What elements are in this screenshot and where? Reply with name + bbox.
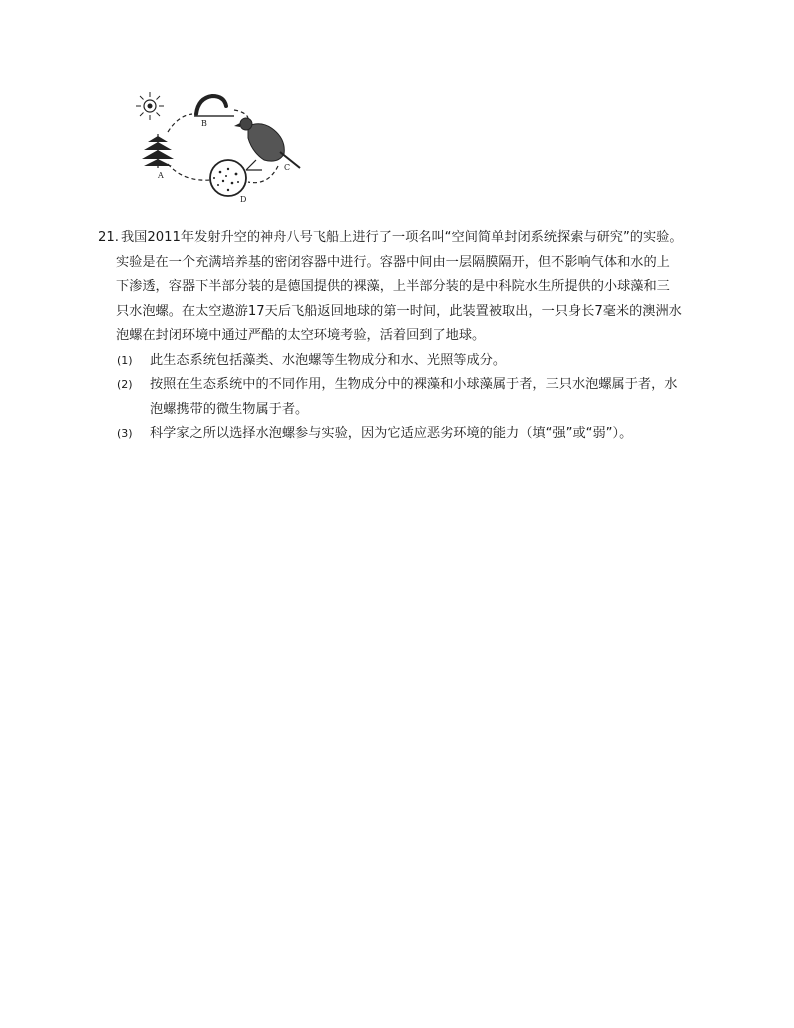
plant-icon [142, 134, 174, 168]
subquestion-1 [98, 349, 720, 374]
question-line: 实验是在一个充满培养基的密闭容器中进行。容器中间由一层隔膜隔开，但不影响气体和水的上 [116, 254, 670, 270]
label-b: B [201, 119, 207, 128]
subquestion-number: (3) [117, 427, 133, 440]
food-chain-figure [128, 86, 308, 206]
question-text: 我国2011年发射升空的神舟八号飞船上进行了一项名叫“空间简单封闭系统探索与研究”的实验。 [121, 230, 683, 245]
question-line: 泡螺在封闭环境中通过严酷的太空环境考验，活着回到了地球。 [116, 328, 486, 343]
question-number: 21. [98, 230, 119, 245]
subquestion-number: (1) [117, 353, 133, 367]
caterpillar-icon [194, 96, 234, 116]
label-c: C [284, 163, 291, 172]
subquestion-text: 按照在生态系统中的不同作用，生物成分中的裸藻和小球藻属于者，三只水泡螺属于者，水 [150, 377, 678, 392]
subquestion-text: 泡螺携带的微生物属于者。 [150, 401, 309, 417]
decomposer-dish-icon [210, 160, 246, 196]
sun-icon [136, 92, 164, 120]
subquestion-number: (2) [117, 378, 133, 391]
question-line: 下渗透，容器下半部分装的是德国提供的裸藻，上半部分装的是中科院水生所提供的小球藻和三 [116, 279, 670, 294]
question-line [98, 226, 720, 251]
question-line: 只水泡螺。在太空遨游17天后飞船返回地球的第一时间，此装置被取出，一只身长7毫米的澳洲水 [116, 303, 682, 319]
label-a: A [158, 171, 164, 180]
subquestion-text: 科学家之所以选择水泡螺参与实验，因为它适应恶劣环境的能力（填“强”或“弱”）。 [150, 426, 633, 441]
ecosystem-diagram [128, 86, 308, 206]
subquestion-2-cont [98, 398, 720, 423]
subquestion-3 [98, 422, 720, 447]
question-21 [98, 226, 720, 447]
subquestion-text: 此生态系统包括藻类、水泡螺等生物成分和水、光照等成分。 [150, 352, 507, 368]
label-d: D [240, 195, 247, 204]
subquestion-2 [98, 373, 720, 398]
